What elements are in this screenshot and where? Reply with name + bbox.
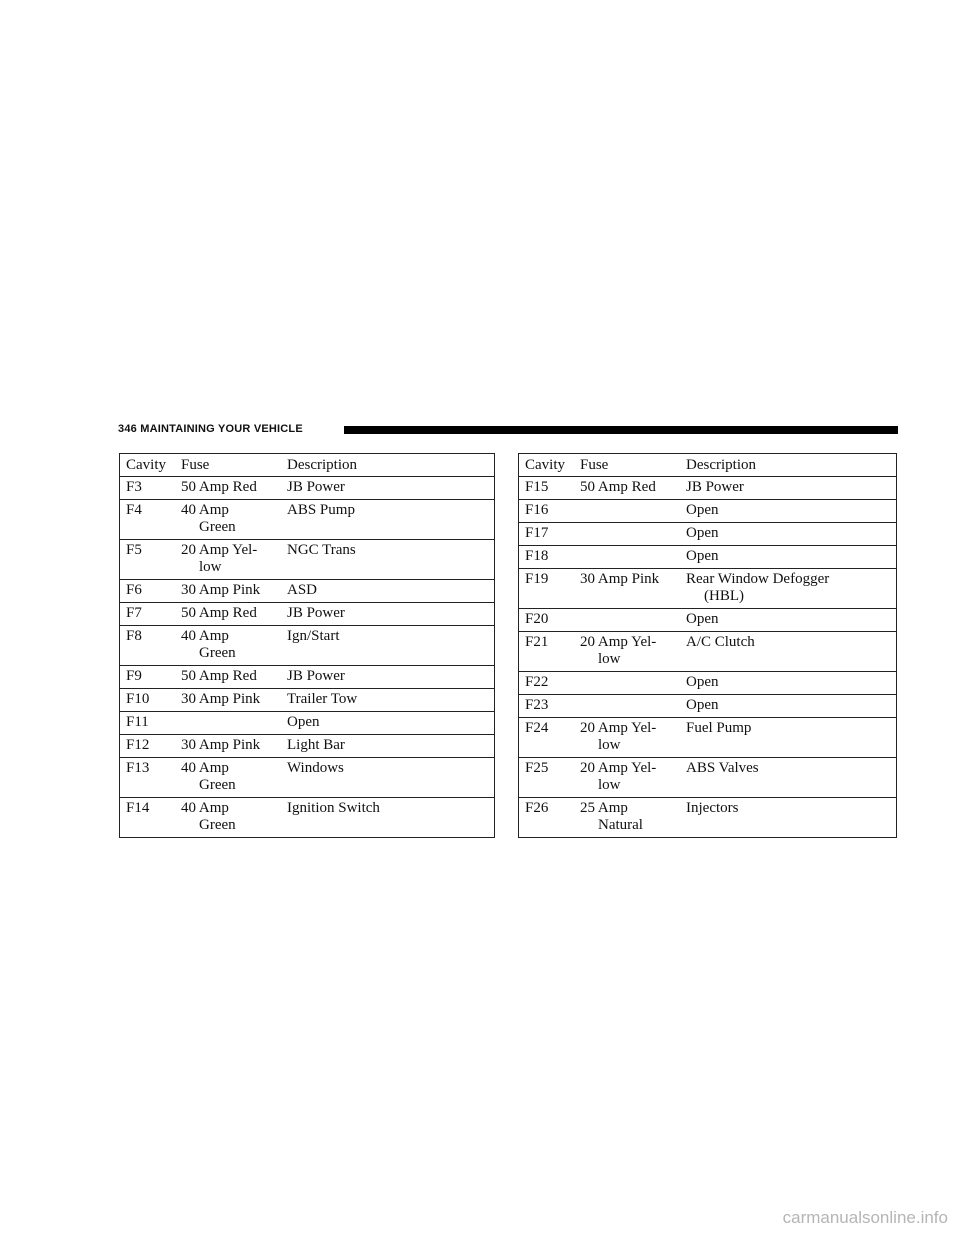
table-row — [519, 477, 897, 500]
fuse-cell — [580, 672, 686, 695]
fuse-rating-text: 50 Amp Red — [181, 605, 257, 621]
cavity-cell: F15 — [519, 477, 581, 500]
page-header — [118, 420, 898, 440]
table-header-row — [519, 454, 897, 477]
fuse-cell — [181, 666, 287, 689]
description-cell — [686, 672, 897, 695]
cavity-cell: F7 — [120, 603, 182, 626]
description-text: Fuel Pump — [686, 720, 752, 736]
fuse-cell — [580, 546, 686, 569]
cavity-cell: F10 — [120, 689, 182, 712]
fuse-table-right-body — [519, 454, 897, 838]
cavity-cell: F26 — [519, 798, 581, 838]
description-cell — [686, 718, 897, 758]
cavity-cell: F16 — [519, 500, 581, 523]
description-text: Ign/Start — [287, 628, 340, 644]
cavity-cell: F23 — [519, 695, 581, 718]
table-row — [120, 758, 495, 798]
column-header: Fuse — [580, 454, 686, 477]
cavity-cell: F13 — [120, 758, 182, 798]
cavity-cell: F25 — [519, 758, 581, 798]
description-text: JB Power — [287, 605, 345, 621]
fuse-cell — [580, 477, 686, 500]
fuse-rating-text: 30 Amp Pink — [181, 582, 261, 598]
table-row — [120, 500, 495, 540]
description-text: Injectors — [686, 800, 739, 816]
description-text: Open — [686, 525, 719, 541]
table-row — [120, 580, 495, 603]
table-row — [519, 523, 897, 546]
fuse-cell — [580, 569, 686, 609]
description-cell — [287, 712, 495, 735]
fuse-cell — [580, 695, 686, 718]
description-text: ABS Pump — [287, 502, 355, 518]
description-text: Light Bar — [287, 737, 345, 753]
fuse-cell — [580, 718, 686, 758]
fuse-cell — [181, 689, 287, 712]
description-text: A/C Clutch — [686, 634, 755, 650]
description-cell — [686, 609, 897, 632]
table-row — [519, 718, 897, 758]
column-header: Cavity — [120, 454, 182, 477]
description-text: Open — [686, 502, 719, 518]
cavity-cell: F6 — [120, 580, 182, 603]
fuse-cell — [181, 540, 287, 580]
description-text: Windows — [287, 760, 344, 776]
description-text: NGC Trans — [287, 542, 356, 558]
cavity-cell: F11 — [120, 712, 182, 735]
fuse-cell — [580, 798, 686, 838]
fuse-color-text: Green — [199, 645, 236, 661]
table-row — [120, 712, 495, 735]
cavity-cell: F9 — [120, 666, 182, 689]
fuse-table-left — [119, 453, 495, 838]
site-watermark[interactable]: carmanualsonline.info — [782, 1208, 948, 1227]
fuse-cell — [181, 735, 287, 758]
table-row — [519, 500, 897, 523]
description-cell — [287, 500, 495, 540]
fuse-cell — [181, 580, 287, 603]
fuse-cell — [181, 758, 287, 798]
description-text: ABS Valves — [686, 760, 759, 776]
fuse-cell — [580, 632, 686, 672]
description-cell — [287, 798, 495, 838]
column-header: Description — [287, 454, 495, 477]
description-text: Open — [686, 697, 719, 713]
fuse-rating-text: 30 Amp Pink — [181, 691, 261, 707]
fuse-cell — [181, 626, 287, 666]
fuse-cell — [181, 500, 287, 540]
cavity-cell: F24 — [519, 718, 581, 758]
fuse-rating-text: 20 Amp Yel- — [181, 542, 258, 558]
fuse-cell — [181, 477, 287, 500]
fuse-rating-text: 20 Amp Yel- — [580, 720, 657, 736]
table-row — [519, 632, 897, 672]
description-cell — [287, 689, 495, 712]
table-row — [519, 695, 897, 718]
cavity-cell: F5 — [120, 540, 182, 580]
description-text: Open — [686, 674, 719, 690]
table-header-row — [120, 454, 495, 477]
fuse-color-text: Natural — [598, 817, 643, 833]
description-text: Rear Window Defogger — [686, 571, 830, 587]
table-row — [519, 672, 897, 695]
cavity-cell: F14 — [120, 798, 182, 838]
description-text: ASD — [287, 582, 318, 598]
table-row — [519, 609, 897, 632]
description-text: JB Power — [287, 479, 345, 495]
description-cell — [287, 626, 495, 666]
cavity-cell: F20 — [519, 609, 581, 632]
table-row — [120, 540, 495, 580]
table-row — [519, 758, 897, 798]
cavity-cell: F4 — [120, 500, 182, 540]
description-text: JB Power — [287, 668, 345, 684]
fuse-rating-text: 30 Amp Pink — [580, 571, 660, 587]
cavity-cell: F19 — [519, 569, 581, 609]
fuse-table-right — [518, 453, 897, 838]
cavity-cell: F17 — [519, 523, 581, 546]
header-rule — [344, 426, 898, 434]
description-cell — [287, 666, 495, 689]
description-cell — [686, 569, 897, 609]
fuse-rating-text: 50 Amp Red — [181, 668, 257, 684]
fuse-cell — [580, 523, 686, 546]
column-header: Fuse — [181, 454, 287, 477]
cavity-cell: F18 — [519, 546, 581, 569]
fuse-table-left-body — [120, 454, 495, 838]
fuse-rating-text: 50 Amp Red — [580, 479, 656, 495]
table-row — [120, 798, 495, 838]
table-row — [120, 477, 495, 500]
description-cell — [686, 695, 897, 718]
description-cell — [287, 540, 495, 580]
description-cell — [287, 603, 495, 626]
description-cell — [686, 500, 897, 523]
fuse-rating-text: 40 Amp — [181, 502, 229, 518]
fuse-rating-text: 20 Amp Yel- — [580, 760, 657, 776]
fuse-cell — [580, 609, 686, 632]
fuse-cell — [181, 603, 287, 626]
description-text-continued: (HBL) — [704, 588, 744, 604]
description-cell — [686, 758, 897, 798]
table-row — [120, 689, 495, 712]
description-cell — [686, 523, 897, 546]
description-text: Open — [686, 611, 719, 627]
column-header: Cavity — [519, 454, 581, 477]
description-text: Open — [287, 714, 320, 730]
fuse-color-text: low — [598, 651, 621, 667]
cavity-cell: F22 — [519, 672, 581, 695]
fuse-rating-text: 40 Amp — [181, 760, 229, 776]
cavity-cell: F8 — [120, 626, 182, 666]
fuse-rating-text: 30 Amp Pink — [181, 737, 261, 753]
fuse-rating-text: 40 Amp — [181, 800, 229, 816]
fuse-cell — [181, 712, 287, 735]
table-row — [519, 569, 897, 609]
fuse-color-text: Green — [199, 519, 236, 535]
cavity-cell: F21 — [519, 632, 581, 672]
description-cell — [287, 477, 495, 500]
table-row — [519, 546, 897, 569]
cavity-cell: F12 — [120, 735, 182, 758]
table-row — [519, 798, 897, 838]
cavity-cell: F3 — [120, 477, 182, 500]
fuse-cell — [580, 500, 686, 523]
fuse-color-text: low — [598, 777, 621, 793]
description-cell — [686, 477, 897, 500]
fuse-rating-text: 25 Amp — [580, 800, 628, 816]
fuse-color-text: Green — [199, 777, 236, 793]
description-text: Trailer Tow — [287, 691, 358, 707]
table-row — [120, 735, 495, 758]
table-row — [120, 603, 495, 626]
description-text: JB Power — [686, 479, 744, 495]
table-row — [120, 626, 495, 666]
fuse-cell — [181, 798, 287, 838]
description-text: Ignition Switch — [287, 800, 380, 816]
column-header: Description — [686, 454, 897, 477]
fuse-cell — [580, 758, 686, 798]
description-cell — [287, 758, 495, 798]
table-row — [120, 666, 495, 689]
description-cell — [686, 546, 897, 569]
description-text: Open — [686, 548, 719, 564]
fuse-rating-text: 40 Amp — [181, 628, 229, 644]
description-cell — [287, 580, 495, 603]
fuse-color-text: Green — [199, 817, 236, 833]
fuse-rating-text: 20 Amp Yel- — [580, 634, 657, 650]
description-cell — [686, 798, 897, 838]
fuse-color-text: low — [199, 559, 222, 575]
description-cell — [287, 735, 495, 758]
fuse-color-text: low — [598, 737, 621, 753]
page-header-label: 346 MAINTAINING YOUR VEHICLE — [118, 423, 303, 435]
fuse-rating-text: 50 Amp Red — [181, 479, 257, 495]
description-cell — [686, 632, 897, 672]
